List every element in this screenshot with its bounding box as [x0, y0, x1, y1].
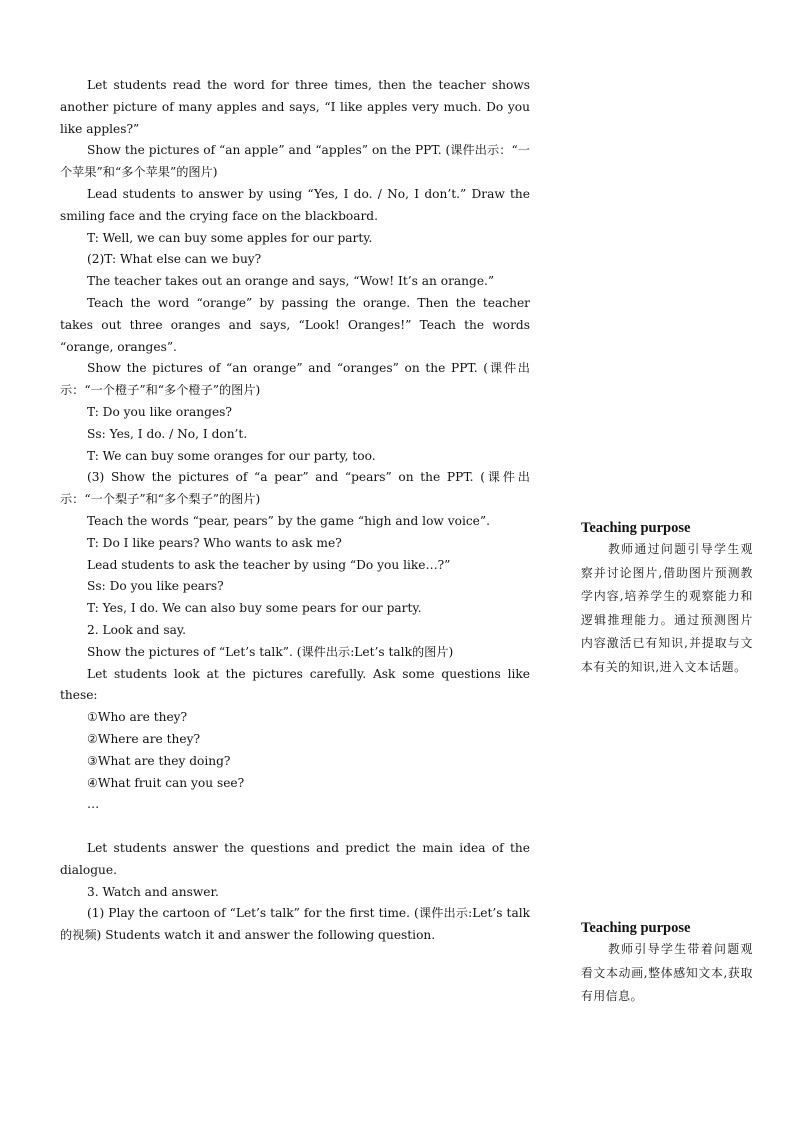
question-item: ①Who are they?: [87, 710, 188, 725]
paragraph: Let students read the word for three times, then the teacher shows another picture of many apples and says, “I like apples very much. Do you like apples?”: [60, 78, 530, 136]
section-heading: 2. Look and say.: [87, 622, 186, 637]
note-text: 教师通过问题引导学生观察并讨论图片,借助图片预测教学内容,培养学生的观察能力和逻辑推理能力。通过预测图片内容激活已有知识,并提取与文本有关的知识,进入文本话题。: [581, 542, 753, 674]
note-text: 教师引导学生带着问题观看文本动画,整体感知文本,获取有用信息。: [581, 942, 753, 1004]
paragraph: T: Do you like oranges?: [87, 404, 232, 419]
paragraph: Show the pictures of “Let’s talk”. (课件出示:Let’s talk的图片): [87, 644, 454, 659]
paragraph: T: We can buy some oranges for our party, too.: [87, 448, 376, 463]
paragraph: Let students answer the questions and predict the main idea of the dialogue.: [60, 841, 530, 877]
paragraph: T: Yes, I do. We can also buy some pears for our party.: [87, 601, 422, 616]
paragraph: The teacher takes out an orange and says, “Wow! It’s an orange.”: [87, 274, 495, 289]
paragraph: (1) Play the cartoon of “Let’s talk” for the first time. (课件出示:Let’s talk的视频) Students watch it and answer the following question.: [60, 906, 530, 943]
paragraph: Lead students to ask the teacher by using “Do you like…?”: [87, 557, 451, 572]
question-item: ④What fruit can you see?: [87, 775, 245, 790]
blank-line: [60, 816, 530, 838]
question-item: ②Where are they?: [87, 731, 200, 746]
question-item: ③What are they doing?: [87, 753, 231, 768]
section-heading: 3. Watch and answer.: [87, 884, 219, 899]
paragraph: T: Well, we can buy some apples for our party.: [87, 230, 373, 245]
paragraph: Teach the word “orange” by passing the orange. Then the teacher takes out three oranges and says, “Look! Oranges!” Teach the words “orange, oranges”.: [60, 295, 530, 354]
paragraph: (2)T: What else can we buy?: [87, 252, 262, 267]
paragraph: (3) Show the pictures of “a pear” and “pears” on the PPT. (课件出示：“一个梨子”和“多个梨子”的图片): [60, 470, 530, 507]
paragraph: Let students look at the pictures carefully. Ask some questions like these:: [60, 666, 530, 703]
paragraph: Ss: Do you like pears?: [87, 579, 224, 594]
teaching-purpose-note: [581, 918, 753, 1009]
paragraph: Show the pictures of “an apple” and “apples” on the PPT. (课件出示：“一个苹果”和“多个苹果”的图片): [60, 143, 530, 180]
note-title: Teaching purpose: [581, 520, 691, 536]
note-title: Teaching purpose: [581, 920, 691, 936]
paragraph: T: Do I like pears? Who wants to ask me?: [87, 535, 342, 550]
ellipsis: …: [87, 797, 100, 812]
paragraph: Ss: Yes, I do. / No, I don’t.: [87, 426, 248, 441]
paragraph: Lead students to answer by using “Yes, I do. / No, I don’t.” Draw the smiling face and the crying face on the blackboard.: [60, 186, 530, 223]
lesson-procedure: [60, 75, 530, 947]
paragraph: Show the pictures of “an orange” and “oranges” on the PPT. (课件出示：“一个橙子”和“多个橙子”的图片): [60, 361, 530, 398]
paragraph: Teach the words “pear, pears” by the game “high and low voice”.: [87, 513, 490, 528]
teaching-purpose-note: [581, 518, 753, 680]
